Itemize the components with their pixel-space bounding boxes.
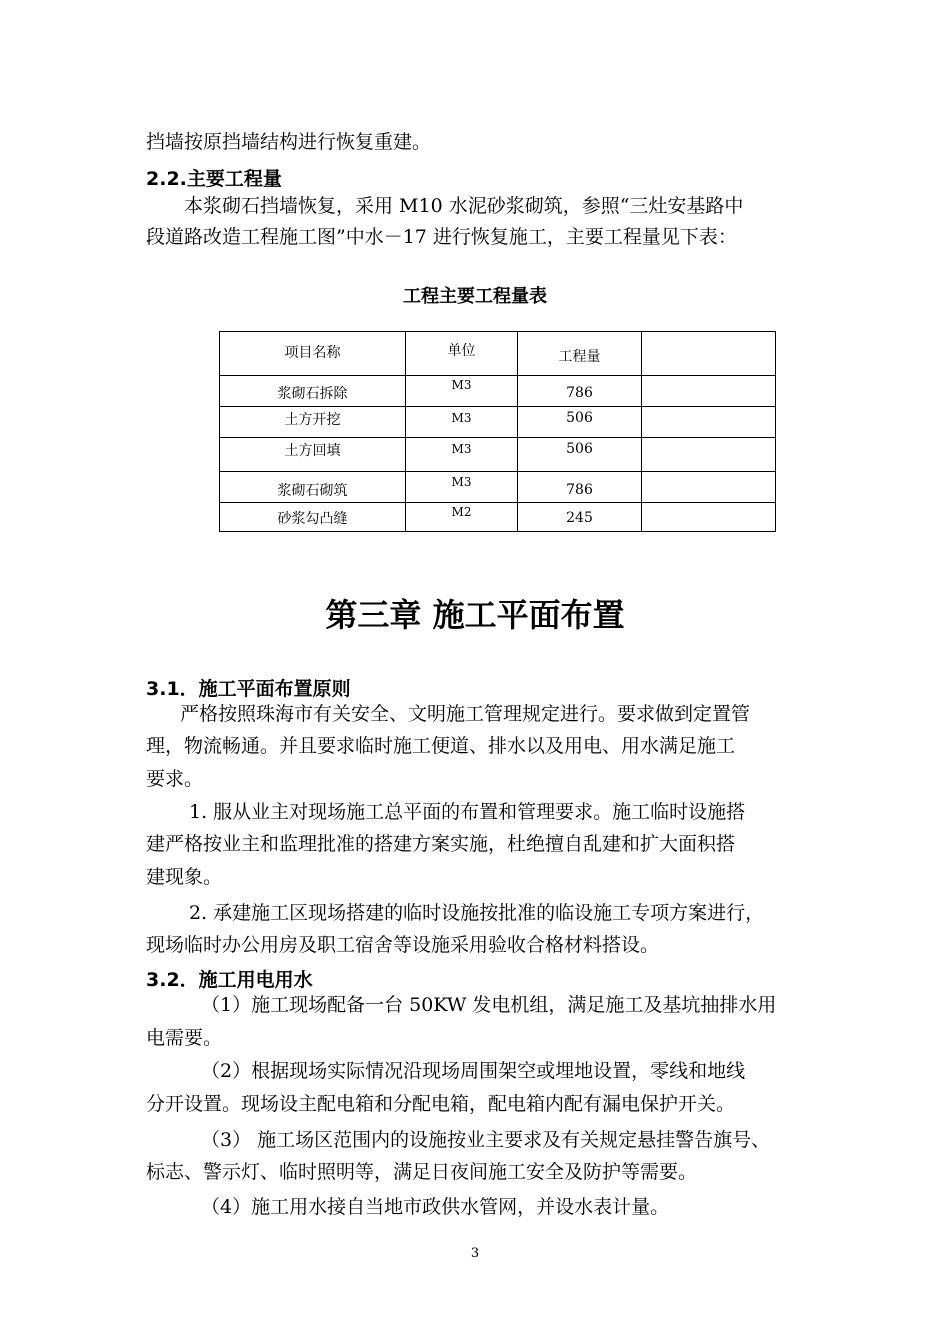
header-cell: 项目名称 [220, 332, 406, 376]
table-cell: M3 [406, 407, 518, 438]
paragraph-line: 分开设置。现场设主配电箱和分配电箱，配电箱内配有漏电保护开关。 [146, 1093, 736, 1115]
paragraph-line: 现场临时办公用房及职工宿舍等设施采用验收合格材料搭设。 [146, 934, 660, 956]
paragraph-line: 要求。 [146, 768, 204, 790]
table-cell: M3 [406, 376, 518, 407]
table-cell: 786 [518, 376, 642, 407]
table-cell: 浆砌石砌筑 [220, 472, 406, 503]
table-cell [642, 407, 776, 438]
table-cell [642, 438, 776, 472]
table-cell: M2 [406, 503, 518, 532]
table-cell [642, 376, 776, 407]
table-row [220, 438, 776, 472]
paragraph-line: （4）施工用水接自当地市政供水管网，并设水表计量。 [201, 1196, 670, 1218]
table-cell: 786 [518, 472, 642, 503]
table-row [220, 407, 776, 438]
table-cell: M3 [406, 438, 518, 472]
paragraph-line: （2）根据现场实际情况沿现场周围架空或埋地设置，零线和地线 [201, 1060, 746, 1082]
table-row [220, 503, 776, 532]
table-cell: 506 [518, 438, 642, 472]
page-number: 3 [470, 1246, 480, 1261]
table-cell: M3 [406, 472, 518, 503]
table-cell: 砂浆勾凸缝 [220, 503, 406, 532]
paragraph-line: 2. 承建施工区现场搭建的临时设施按批准的临设施工专项方案进行， [189, 902, 765, 924]
table-cell [642, 503, 776, 532]
section-3-2-heading: 3.2．施工用电用水 [146, 969, 313, 991]
paragraph-line: 理，物流畅通。并且要求临时施工便道、排水以及用电、用水满足施工 [146, 735, 736, 757]
paragraph-line: 段道路改造工程施工图”中水－17 进行恢复施工，主要工程量见下表： [146, 226, 737, 248]
paragraph-line: 1. 服从业主对现场施工总平面的布置和管理要求。施工临时设施搭 [189, 801, 746, 823]
intro-line: 挡墙按原挡墙结构进行恢复重建。 [146, 131, 432, 153]
table-cell: 506 [518, 407, 642, 438]
table-row [220, 472, 776, 503]
chapter-title: 第三章 施工平面布置 [325, 596, 625, 634]
table-caption: 工程主要工程量表 [403, 286, 547, 307]
paragraph-line: 建严格按业主和监理批准的搭建方案实施，杜绝擅自乱建和扩大面积搭 [146, 833, 736, 855]
paragraph-line: 建现象。 [146, 866, 223, 888]
section-3-1-heading: 3.1．施工平面布置原则 [146, 678, 351, 700]
table-cell: 土方开挖 [220, 407, 406, 438]
table-cell [642, 472, 776, 503]
paragraph-line: 严格按照珠海市有关安全、文明施工管理规定进行。要求做到定置管 [180, 703, 751, 725]
paragraph-line: （3） 施工场区范围内的设施按业主要求及有关规定悬挂警告旗号、 [201, 1129, 771, 1151]
table-row [220, 376, 776, 407]
table-cell: 土方回填 [220, 438, 406, 472]
table-cell: 浆砌石拆除 [220, 376, 406, 407]
header-cell: 单位 [406, 332, 518, 376]
table-header-row [220, 332, 776, 376]
paragraph-line: 电需要。 [146, 1027, 223, 1049]
paragraph-line: （1）施工现场配备一台 50KW 发电机组，满足施工及基坑抽排水用 [201, 994, 777, 1016]
table-cell: 245 [518, 503, 642, 532]
paragraph-line: 本浆砌石挡墙恢复，采用 M10 水泥砂浆砌筑，参照“三灶安基路中 [184, 195, 744, 217]
header-cell [642, 332, 776, 376]
section-2-2-heading: 2.2.主要工程量 [146, 168, 282, 190]
quantity-table [219, 331, 776, 532]
header-cell: 工程量 [518, 332, 642, 376]
paragraph-line: 标志、警示灯、临时照明等，满足日夜间施工安全及防护等需要。 [146, 1161, 698, 1183]
